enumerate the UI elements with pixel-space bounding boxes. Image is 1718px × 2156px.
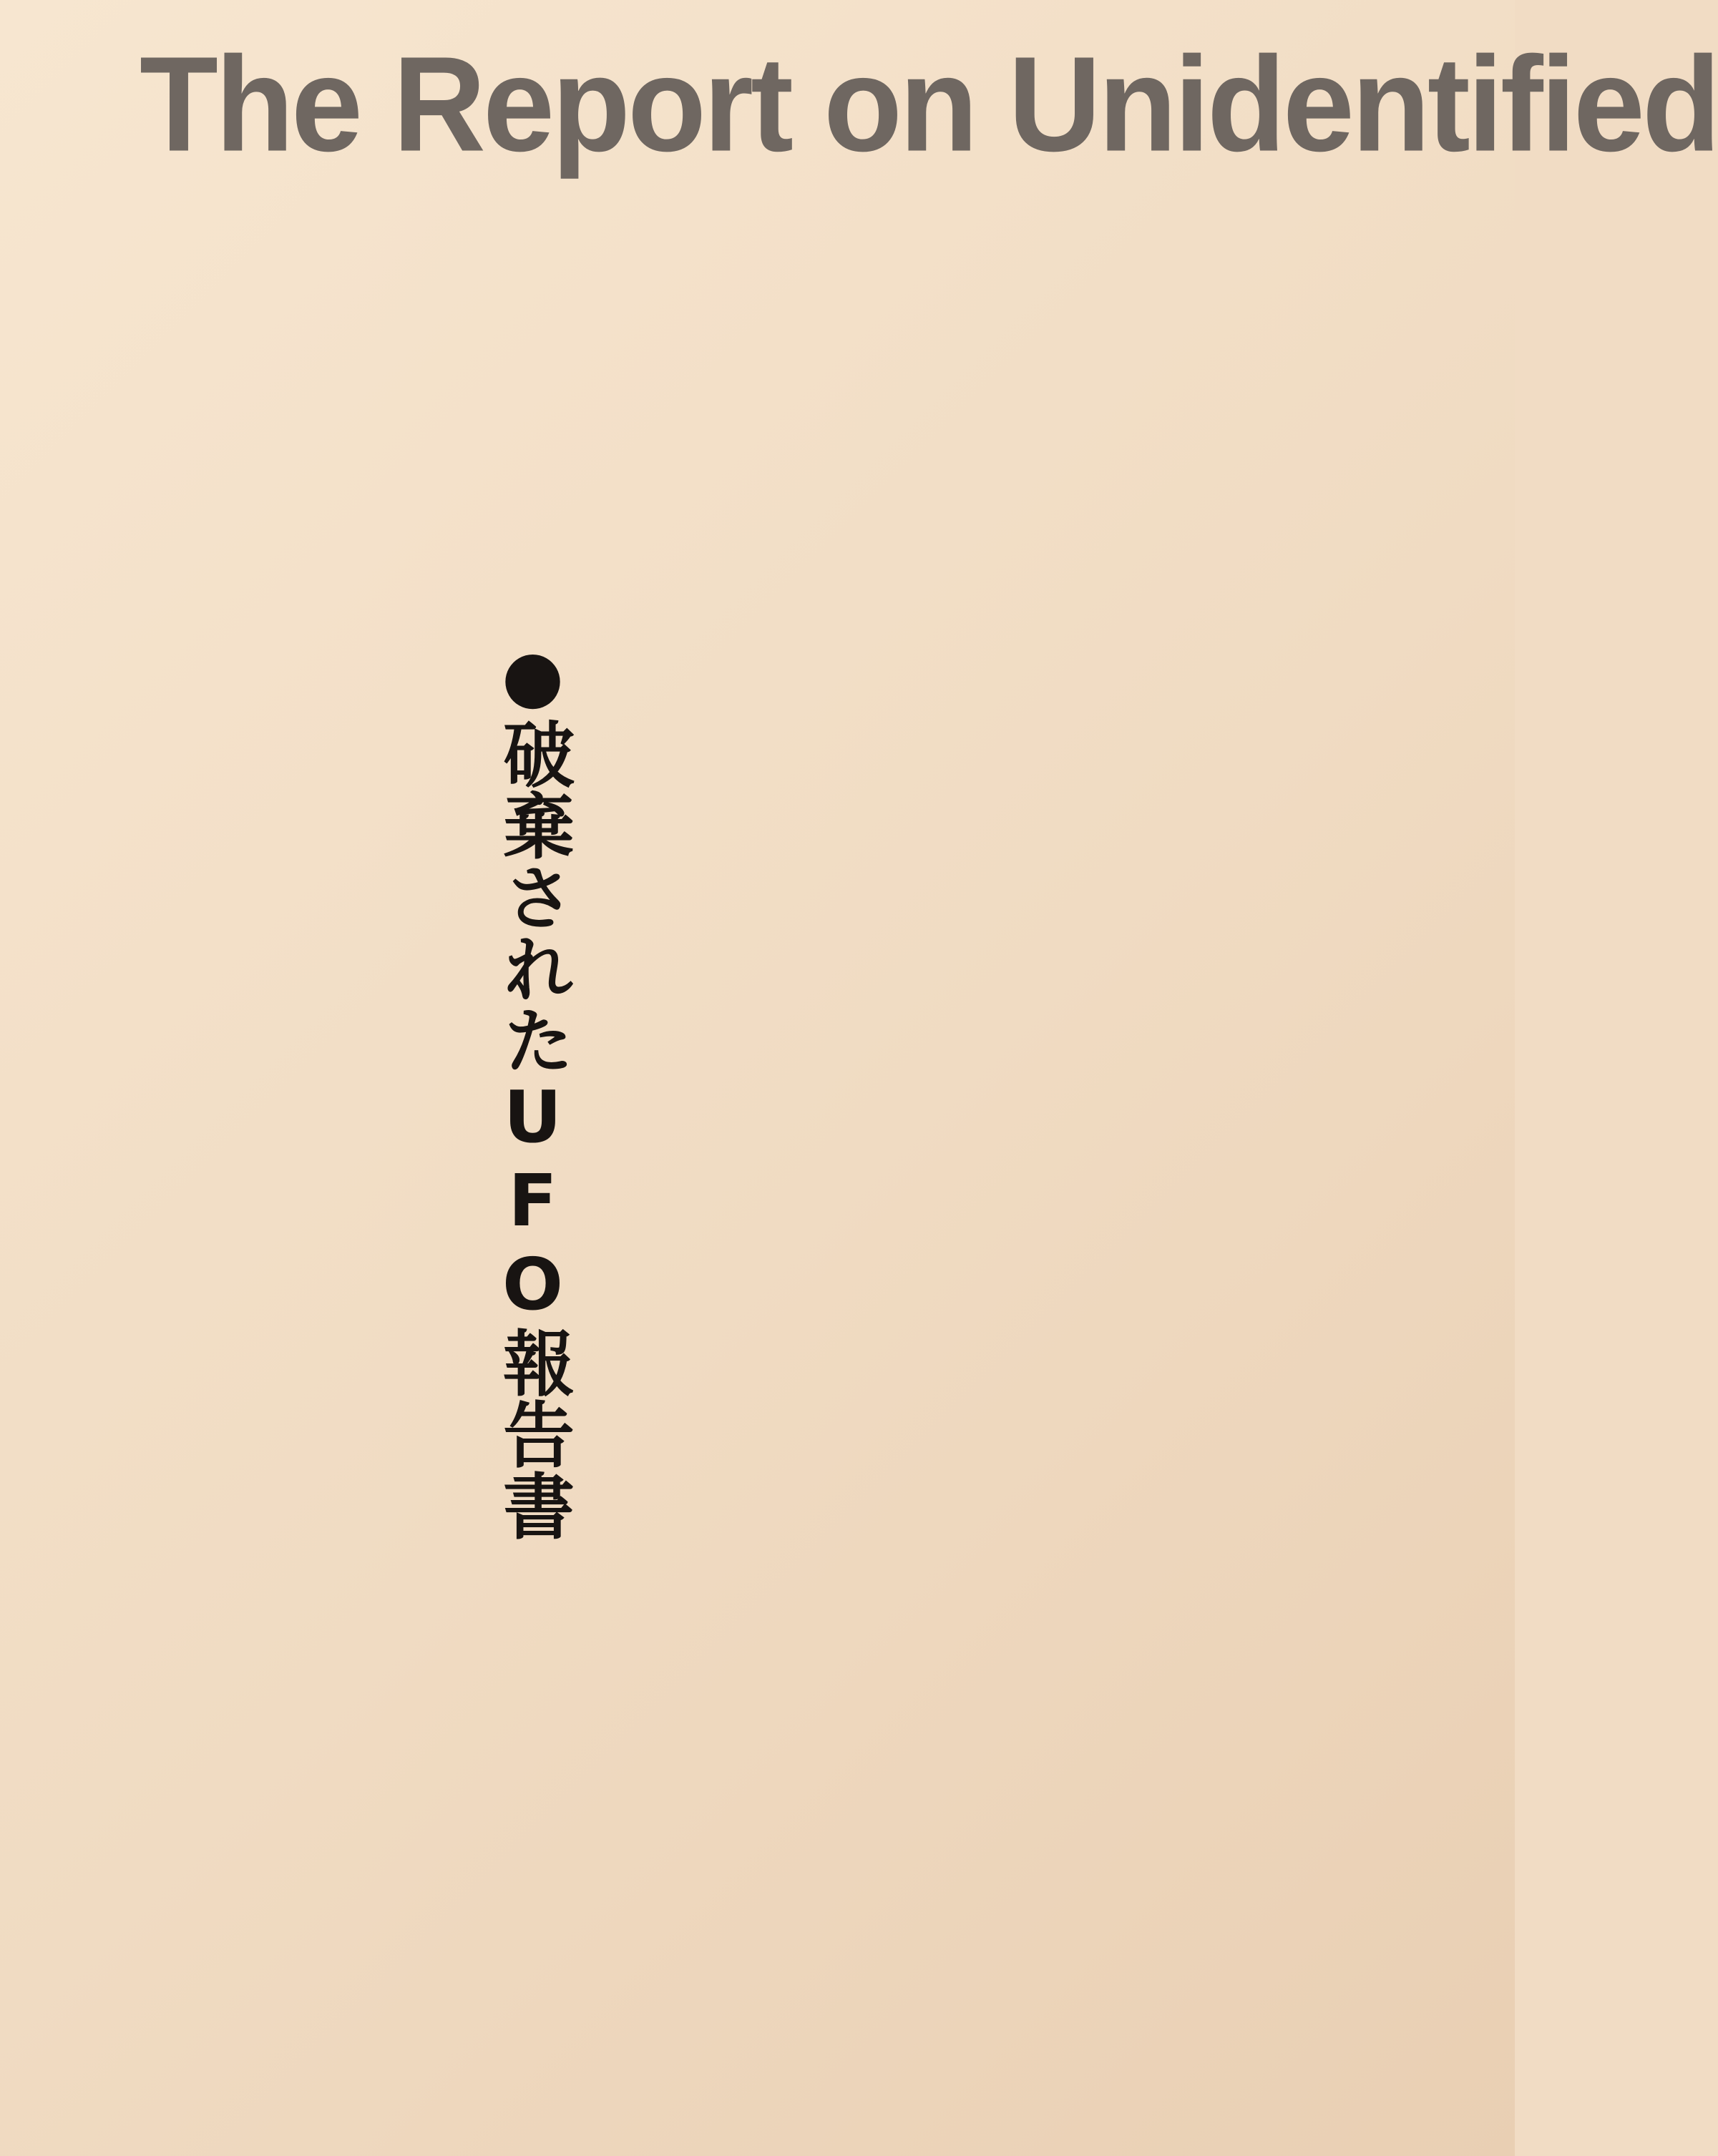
report-title: The Report on Unidentified xyxy=(140,29,1718,180)
section-heading: ●破棄されたUFO報告書 xyxy=(491,634,575,1541)
